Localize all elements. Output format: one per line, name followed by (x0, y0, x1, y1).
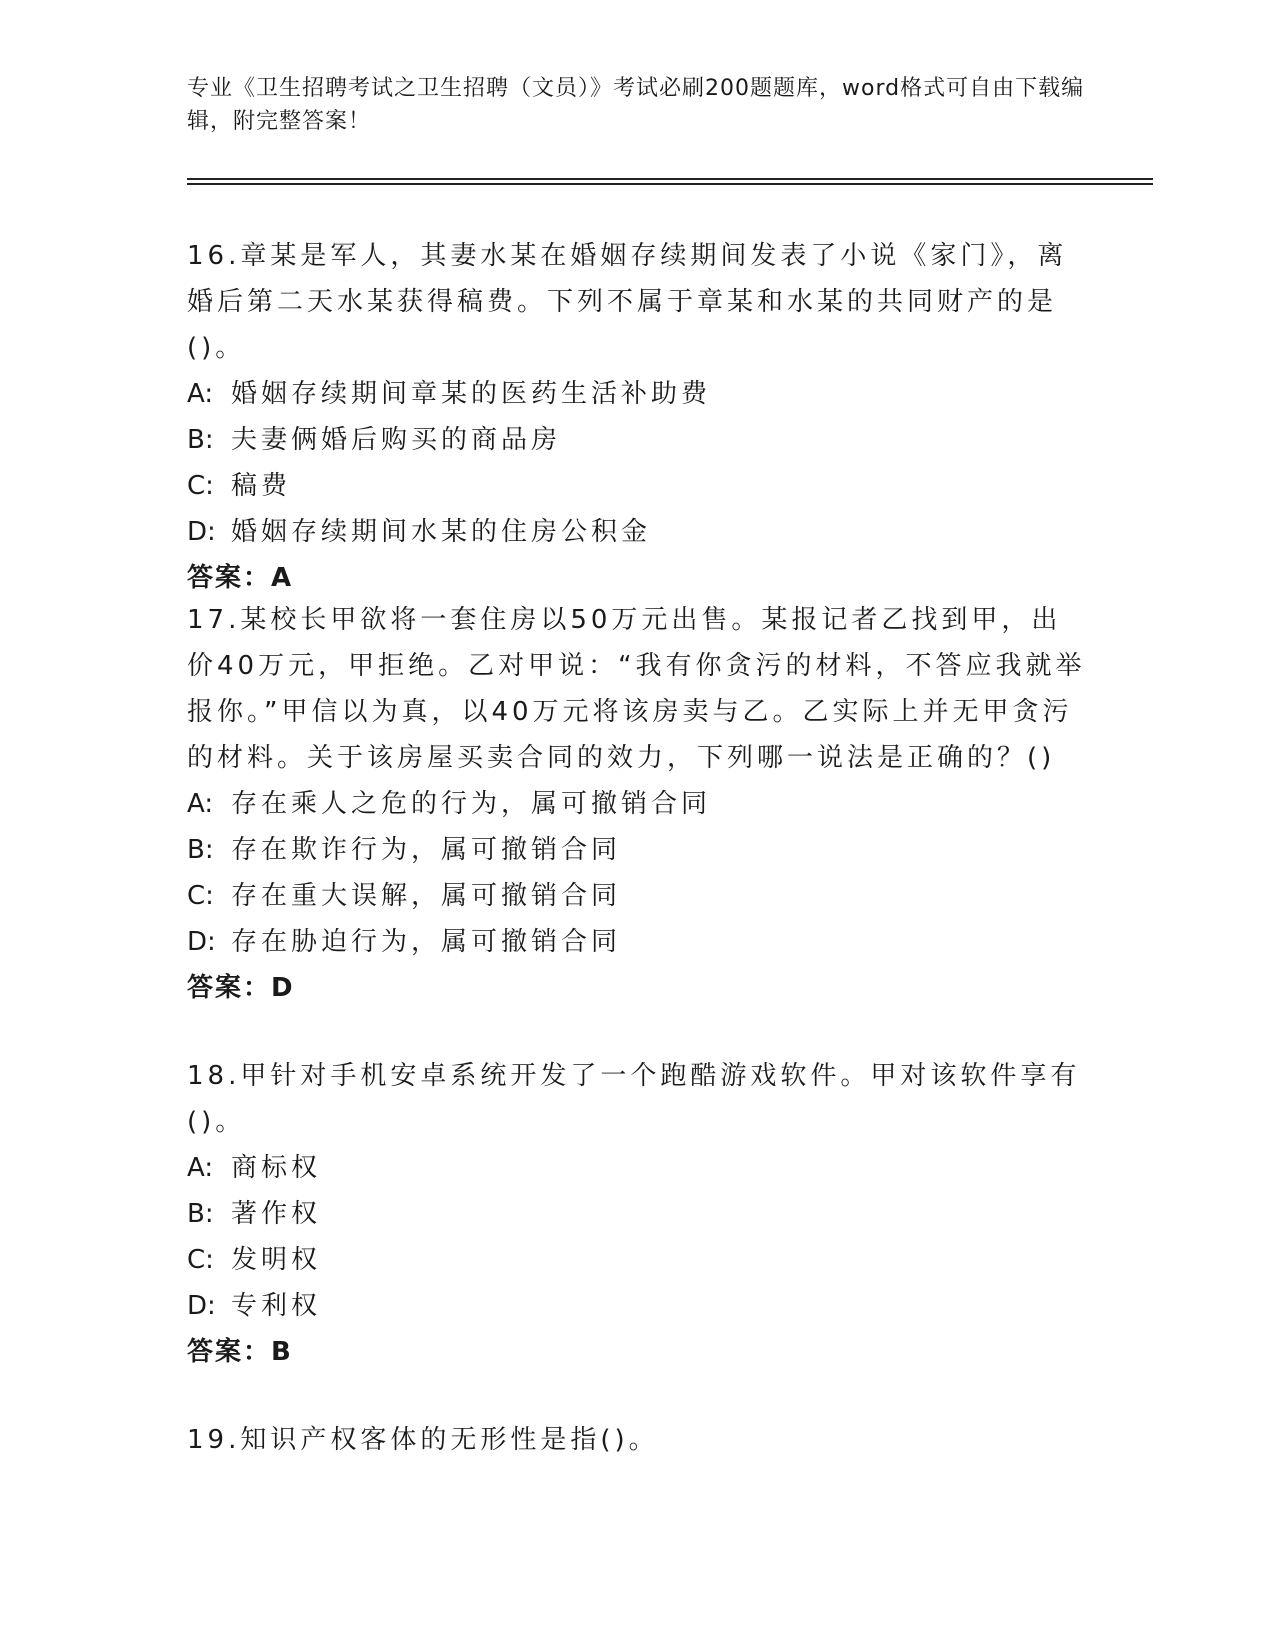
option-c (187, 463, 1087, 509)
option-b (187, 417, 1087, 463)
option-text: 存在重大误解，属可撤销合同 (231, 881, 622, 911)
question-17 (187, 597, 1087, 1011)
option-letter: A: (187, 379, 214, 409)
option-c (187, 873, 1087, 919)
option-text: 著作权 (231, 1199, 322, 1229)
header-divider-bottom (187, 183, 1153, 185)
option-text: 婚姻存续期间水某的住房公积金 (231, 517, 652, 547)
option-text: 存在胁迫行为，属可撤销合同 (231, 927, 622, 957)
question-stem: 17.某校长甲欲将一套住房以50万元出售。某报记者乙找到甲，出价40万元，甲拒绝。乙对甲说：“我有你贪污的材料，不答应我就举报你。”甲信以为真，以40万元将该房卖与乙。乙实际上并无甲贪污的材料。关于该房屋买卖合同的效力，下列哪一说法是正确的？() (187, 605, 1086, 773)
question-16 (187, 233, 1087, 601)
option-a (187, 1145, 1087, 1191)
question-stem: 16.章某是军人，其妻水某在婚姻存续期间发表了小说《家门》，离婚后第二天水某获得稿费。下列不属于章某和水某的共同财产的是()。 (187, 241, 1068, 363)
option-text: 存在欺诈行为，属可撤销合同 (231, 835, 622, 865)
option-text: 专利权 (231, 1291, 322, 1321)
question-19 (187, 1417, 1087, 1463)
question-stem: 18.甲针对手机安卓系统开发了一个跑酷游戏软件。甲对该软件享有()。 (187, 1061, 1081, 1137)
question-18 (187, 1053, 1087, 1375)
option-text: 发明权 (231, 1245, 322, 1275)
option-letter: B: (187, 835, 214, 865)
option-text: 稿费 (231, 471, 292, 501)
option-letter: A: (187, 789, 214, 819)
option-letter: D: (187, 1291, 216, 1321)
option-d (187, 509, 1087, 555)
option-letter: D: (187, 517, 216, 547)
option-letter: C: (187, 471, 214, 501)
option-a (187, 371, 1087, 417)
option-d (187, 919, 1087, 965)
option-letter: A: (187, 1153, 214, 1183)
document-header: 专业《卫生招聘考试之卫生招聘（文员）》考试必刷200题题库，word格式可自由下载编辑，附完整答案！ (187, 76, 1085, 134)
answer-line: 答案：D (187, 973, 295, 1003)
option-text: 婚姻存续期间章某的医药生活补助费 (231, 379, 712, 409)
option-b (187, 1191, 1087, 1237)
question-stem: 19.知识产权客体的无形性是指()。 (187, 1425, 659, 1455)
option-letter: C: (187, 1245, 214, 1275)
option-c (187, 1237, 1087, 1283)
answer-line: 答案：B (187, 1337, 293, 1367)
option-text: 商标权 (231, 1153, 322, 1183)
option-d (187, 1283, 1087, 1329)
answer-line: 答案：A (187, 563, 294, 593)
option-letter: B: (187, 1199, 214, 1229)
option-letter: D: (187, 927, 216, 957)
option-text: 夫妻俩婚后购买的商品房 (231, 425, 562, 455)
header-divider-top (187, 178, 1153, 180)
option-text: 存在乘人之危的行为，属可撤销合同 (231, 789, 712, 819)
option-a (187, 781, 1087, 827)
option-letter: B: (187, 425, 214, 455)
option-b (187, 827, 1087, 873)
option-letter: C: (187, 881, 214, 911)
